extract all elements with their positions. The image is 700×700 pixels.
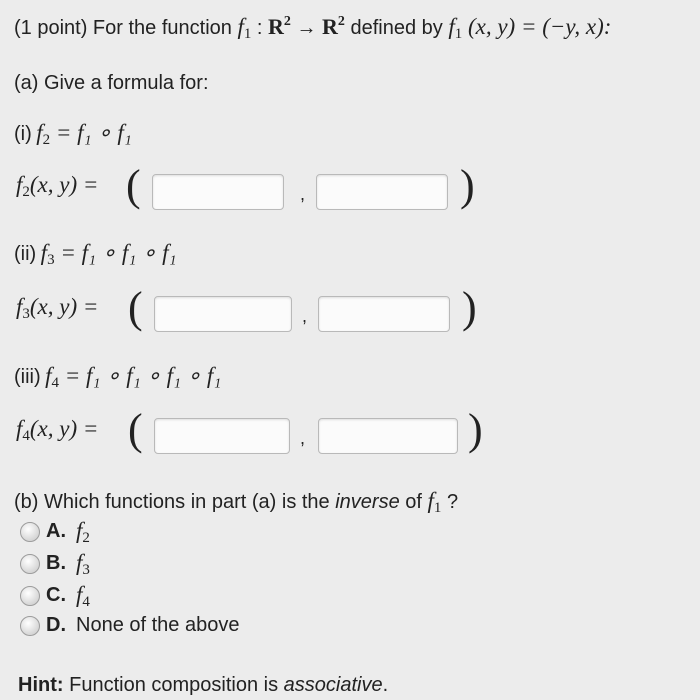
radio-a[interactable] — [20, 522, 40, 542]
f4-label: $f_4(x$, y) = — [16, 416, 99, 444]
f3-label: $f_3(x$, y) = — [16, 294, 99, 322]
part-a-heading: (a) Give a formula for: — [14, 72, 209, 94]
item-iii-definition: (iii) $f_4 = f_1$ ∘ f₁ ∘ f₁ ∘ f₁ — [14, 363, 222, 391]
close-paren: ) — [462, 283, 477, 332]
hint-label: Hint: — [18, 674, 64, 696]
f2-first-component-input[interactable] — [152, 174, 284, 210]
option-c[interactable]: C. $f_4$ — [20, 582, 220, 610]
f4-second-component-input[interactable] — [318, 418, 458, 454]
comma: , — [302, 306, 308, 326]
option-b[interactable]: B. $f_3$ — [20, 550, 220, 578]
open-paren: ( — [128, 283, 143, 332]
problem-intro: (1 point) For the function — [14, 17, 232, 39]
option-d-text: None of the above — [76, 614, 240, 636]
f2-equation-row — [16, 161, 496, 214]
radio-c[interactable] — [20, 586, 40, 606]
f3-first-component-input[interactable] — [154, 296, 292, 332]
hint: Hint: Function composition is associative. — [18, 674, 389, 696]
part-b-question: (b) Which functions in part (a) is the inverse of $f_1$ ? — [14, 488, 459, 516]
open-paren: ( — [126, 161, 141, 210]
item-ii-definition: (ii) $f_3 = f_1$ ∘ f₁ ∘ f₁ — [14, 240, 177, 268]
reals-symbol-target: $R^2$ — [322, 14, 345, 39]
item-i-definition: (i) $f_2 = f_1$ ∘ f₁ — [14, 120, 132, 148]
option-a-value: $f_2$ — [76, 518, 90, 546]
radio-d[interactable] — [20, 616, 40, 636]
f2-second-component-input[interactable] — [316, 174, 448, 210]
definition-expression: $f_1$ (x, y) = (−y, x): — [448, 14, 612, 42]
f4-first-component-input[interactable] — [154, 418, 290, 454]
f3-equation-row — [16, 283, 496, 336]
comma: , — [300, 184, 306, 204]
option-d[interactable]: D. None of the above — [20, 612, 320, 640]
option-a[interactable]: A. $f_2$ — [20, 518, 220, 546]
function-symbol: $f_1$ — [237, 14, 252, 42]
reals-symbol: $R^2$ — [268, 14, 291, 39]
radio-b[interactable] — [20, 554, 40, 574]
option-c-value: $f_4$ — [76, 582, 90, 610]
close-paren: ) — [468, 405, 483, 454]
close-paren: ) — [460, 161, 475, 210]
comma: , — [300, 428, 306, 448]
f2-label: $f_2(x$, y) = — [16, 172, 99, 200]
option-b-value: $f_3$ — [76, 550, 90, 578]
problem-header: (1 point) For the function $f_1$ : $R^2 \to R^2$ defined by $f_1$ (x, y) = (−y, x): — [14, 14, 612, 42]
f4-equation-row — [16, 405, 506, 458]
open-paren: ( — [128, 405, 143, 454]
f3-second-component-input[interactable] — [318, 296, 450, 332]
